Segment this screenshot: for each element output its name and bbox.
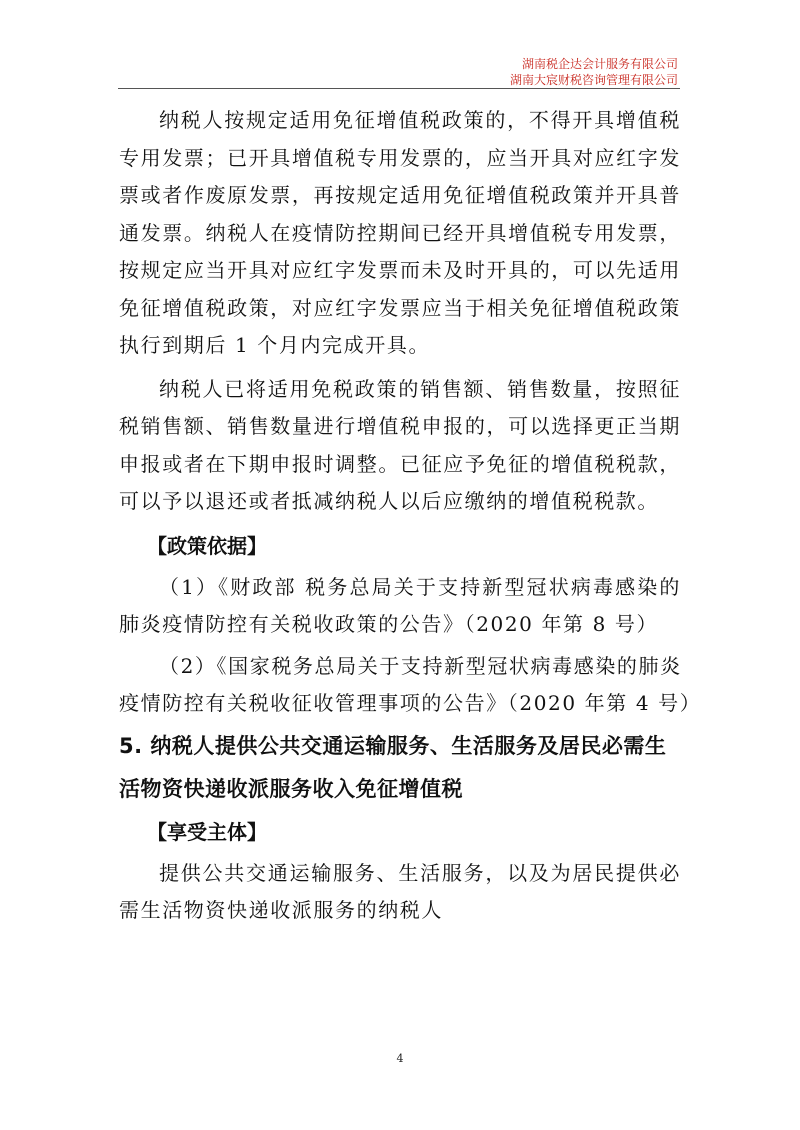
section-5-title [119, 725, 681, 811]
text-line: （2）《国家税务总局关于支持新型冠状病毒感染的肺炎 [159, 653, 682, 678]
text-line: 通发票。纳税人在疫情防控期间已经开具增值税专用发票， [119, 220, 681, 245]
text-line: 纳税人已将适用免税政策的销售额、销售数量，按照征 [159, 376, 681, 401]
text-line: 疫情防控有关税收征收管理事项的公告》（2020 年第 4 号） [119, 691, 702, 715]
section-title-line: 5. 纳税人提供公共交通运输服务、生活服务及居民必需生 [119, 733, 667, 758]
text-line: 需生活物资快递收派服务的纳税人 [119, 898, 443, 922]
policy-basis-item-1 [119, 569, 681, 644]
text-line: 肺炎疫情防控有关税收政策的公告》（2020 年第 8 号） [119, 612, 659, 636]
text-line: 免征增值税政策，对应红字发票应当于相关免征增值税政策 [119, 295, 681, 320]
paragraph-correction-rules [119, 371, 681, 521]
text-line: 税销售额、销售数量进行增值税申报的，可以选择更正当期 [119, 414, 681, 438]
policy-basis-item-2 [119, 648, 702, 723]
paragraph-beneficiary [119, 855, 681, 930]
header-divider [118, 88, 680, 89]
text-line: 按规定应当开具对应红字发票而未及时开具的，可以先适用 [119, 258, 681, 282]
beneficiary-heading: 【享受主体】 [147, 819, 267, 844]
text-line: 可以予以退还或者抵减纳税人以后应缴纳的增值税税款。 [119, 489, 659, 513]
text-line: （1）《财政部 税务总局关于支持新型冠状病毒感染的 [159, 574, 681, 599]
header-company-2: 湖南大宸财税咨询管理有限公司 [509, 73, 678, 87]
text-line: 申报或者在下期申报时调整。已征应予免征的增值税税款， [119, 451, 681, 476]
text-line: 纳税人按规定适用免征增值税政策的，不得开具增值税 [159, 108, 681, 132]
text-line: 专用发票；已开具增值税专用发票的，应当开具对应红字发 [119, 145, 681, 170]
section-title-line: 活物资快递收派服务收入免征增值税 [119, 776, 463, 801]
text-line: 执行到期后 1 个月内完成开具。 [119, 333, 431, 357]
document-header [510, 56, 678, 88]
header-company-1: 湖南税企达会计服务有限公司 [521, 57, 678, 71]
page-number: 4 [396, 1052, 404, 1065]
policy-basis-heading: 【政策依据】 [147, 533, 267, 558]
document-body [119, 102, 702, 930]
text-line: 票或者作废原发票，再按规定适用免征增值税政策并开具普 [119, 183, 681, 207]
text-line: 提供公共交通运输服务、生活服务，以及为居民提供必 [159, 860, 681, 885]
paragraph-invoice-rules [119, 102, 681, 365]
